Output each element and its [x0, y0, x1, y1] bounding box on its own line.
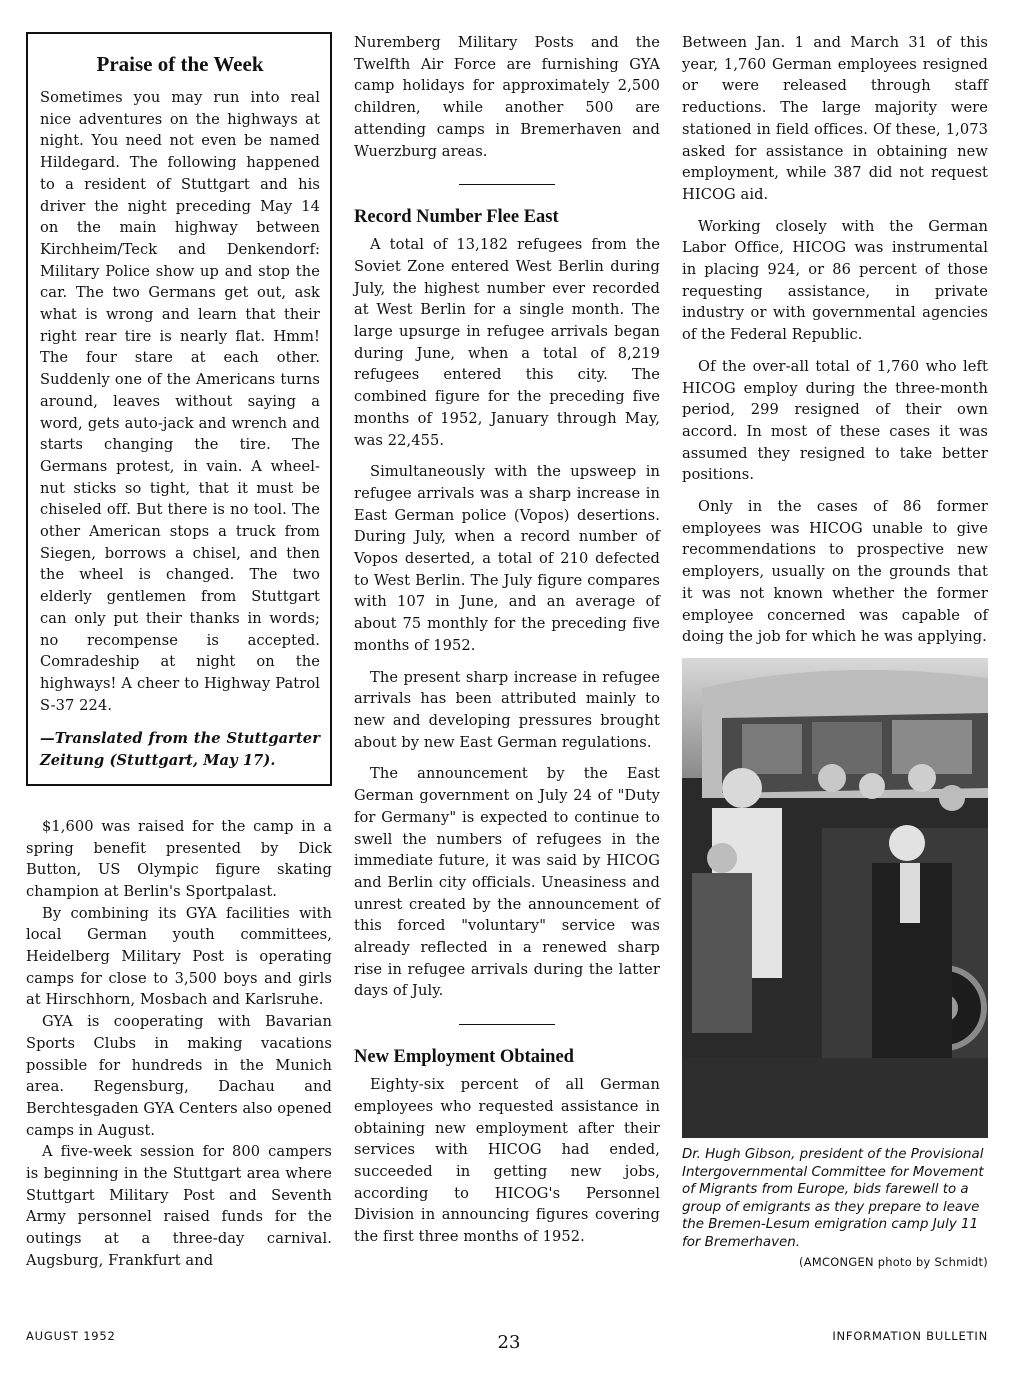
employment-heading: New Employment Obtained	[354, 1047, 574, 1068]
footer-publication: INFORMATION BULLETIN	[832, 1329, 988, 1343]
nuremberg-paragraph: Nuremberg Military Posts and the Twelfth Air Force are furnishing GYA camp holidays for approximately 2,500 children, while another 500 are attending camps in Bremerhaven and Wuerzburg areas.	[354, 34, 660, 160]
refugees-paragraph-1: A total of 13,182 refugees from the Soviet Zone entered West Berlin during July, the highest number ever recorded at West Berlin for a single month. The large upsurge in refugee arrivals began during June, when a total of 8,219 refugees entered this city. The combined figure for the preceding five months of 1952, January through May, was 22,455.	[354, 236, 660, 449]
employment-stats-paragraph: Between Jan. 1 and March 31 of this year, 1,760 German employees resigned or were released through staff reductions. The large majority were stationed in field offices. Of these, 1,073 asked for assistance in obtaining new employment, while 387 did not request HICOG aid.	[682, 34, 988, 203]
section-divider	[459, 1024, 555, 1025]
column-left	[26, 32, 332, 1272]
resigned-paragraph: Of the over-all total of 1,760 who left HICOG employ during the three-month period, 299 resigned of their own accord. In most of these cases it was assumed they resigned to take better positions.	[682, 357, 988, 484]
refugees-heading: Record Number Flee East	[354, 207, 559, 228]
employment-paragraph-1: Eighty-six percent of all German employees who requested assistance in obtaining new employment after their services with HICOG had ended, succeeded in getting new jobs, according to HICOG's Personnel Division in announcing figures covering the first three months of 1952.	[354, 1076, 660, 1246]
refugees-paragraph-2: Simultaneously with the upsweep in refugee arrivals was a sharp increase in East German police (Vopos) desertions. During July, when a record number of Vopos deserted, a total of 210 defected to West Berlin. The July figure compares with 107 in June, and an average of about 75 monthly for the preceding five months of 1952.	[354, 463, 660, 654]
photo-illustration	[682, 658, 988, 1138]
bavarian-paragraph: GYA is cooperating with Bavarian Sports Clubs in making vacations possible for hundreds in the Munich area. Regensburg, Dachau and Berchtesgaden GYA Centers also opened camps in August.	[26, 1013, 332, 1139]
column-right	[682, 32, 988, 1271]
praise-box-credit: —Translated from the Stuttgarter Zeitung (Stuttgart, May 17).	[40, 730, 320, 770]
labor-office-paragraph: Working closely with the German Labor Office, HICOG was instrumental in placing 924, or 86 percent of those requesting assistance, in private industry or with governmental agencies of the Federal Republic.	[682, 217, 988, 344]
heidelberg-paragraph: By combining its GYA facilities with local German youth committees, Heidelberg Military Post is operating camps for close to 3,500 boys and girls at Hirschhorn, Mosbach and Karlsruhe.	[26, 904, 332, 1009]
stuttgart-camp-paragraph: A five-week session for 800 campers is beginning in the Stuttgart area where Stuttgart Military Post and Seventh Army personnel raised funds for the outings at a three-day carnival. Augsburg, Frankfurt and	[26, 1143, 332, 1269]
praise-of-the-week-box	[26, 32, 332, 786]
section-divider	[459, 184, 555, 185]
page-number: 23	[497, 1332, 521, 1353]
photo-credit: (AMCONGEN photo by Schmidt)	[799, 1254, 988, 1269]
emigrants-bus-photo	[682, 658, 988, 1138]
praise-box-title: Praise of the Week	[96, 52, 264, 76]
column-middle	[354, 32, 660, 1248]
photo-caption	[682, 1146, 988, 1271]
recommendations-paragraph: Only in the cases of 86 former employees was HICOG unable to give recommendations to prospective new employers, usually on the grounds that it was not known whether the former employee concerned was capable of doing the job for which he was applying.	[682, 498, 988, 646]
refugees-paragraph-4: The announcement by the East German government on July 24 of "Duty for Germany" is expected to continue to swell the numbers of refugees in the immediate future, it was said by HICOG and Berlin city officials. Uneasiness and unrest created by the announcement of this forced "voluntary" service was already reflected in a renewed sharp rise in refugee arrivals during the latter days of July.	[354, 765, 660, 1000]
camp-benefit-paragraph: $1,600 was raised for the camp in a spring benefit presented by Dick Button, US Olympic figure skating champion at Berlin's Sportpalast.	[26, 817, 332, 900]
footer-date: AUGUST 1952	[26, 1329, 116, 1343]
photo-caption-text: Dr. Hugh Gibson, president of the Provisional Intergovernmental Committee for Movement of Migrants from Europe, bids farewell to a group of emigrants as they prepare to leave the Bremen-Lesum emigration camp July 11 for Bremerhaven.	[682, 1146, 984, 1250]
refugees-paragraph-3: The present sharp increase in refugee arrivals has been attributed mainly to new and developing pressures brought about by new East German regulations.	[354, 668, 660, 751]
praise-box-body: Sometimes you may run into real nice adventures on the highways at night. You need not even be named Hildegard. The following happened to a resident of Stuttgart and his driver the night preceding May 14 on the main highway between Kirchheim/Teck and Denkendorf: Military Police show up and stop the car. The two Germans get out, ask what is wrong and learn that their right rear tire is nearly flat. Hmm! The four stare at each other. Suddenly one of the Americans turns around, leaves without saying a word, gets auto-jack and wrench and starts changing the tire. The Germans protest, in vain. A wheel-nut sticks so tight, that it must be chiseled off. But there is no tool. The other American stops a truck from Siegen, borrows a chisel, and then the wheel is changed. The two elderly gentlemen from Stuttgart can only put their thanks in words; no recompense is accepted. Comradeship at night on the highways! A cheer to Highway Patrol S-37 224.	[40, 89, 320, 714]
